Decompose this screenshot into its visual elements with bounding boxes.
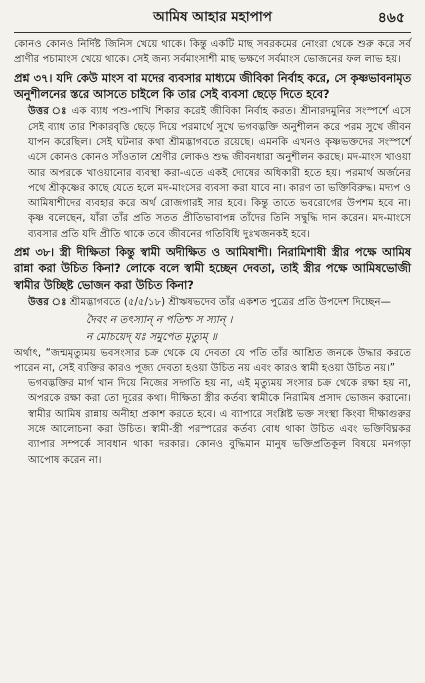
verse-translation: অর্থাৎ, “জন্মমৃত্যুময় ভবসংসার চক্র থেকে যে দেবতা যে পতি তাঁর আশ্রিত জনকে উদ্ধার করতে পারেন না, সেই ব্যক্তির কারও পূজ্য দেবতা হওয়া উচিত নয় এবং কারও স্বামী হওয়া উচিত নয়।” <box>14 347 411 374</box>
answer-37-text: এক ব্যাধ পশু-পাখি শিকার করেই জীবিকা নির্বাহ করত। শ্রীনারদমুনির সংস্পর্শে এসে সেই ব্যাধ তার শিকারবৃত্তি ছেড়ে দিয়ে পরমার্থে সুখে ভগবদ্ভক্তি অনুশীলন করে পরম সুখে জীবন যাপন করেছিল। সেই ঘটনার কথা শ্রীমদ্ভাগবতে রয়েছে। এমনকি এখনও কৃষ্ণভক্তদের সংস্পর্শে এসে কোনও কোনও সাঁওতাল শ্রেণীর লোকও শুদ্ধ জীবনধারা অনুশীলন করছে। মদ-মাংস খাওয়া আর অপরকে খাওয়ানোর ব্যবস্থা করা-এতে একই দোষের অধিকারী হতে হয়। পরমার্থ অর্জনের পথে শ্রীকৃষ্ণের কাছে যেতে হলে মদ-মাংসের ব্যবসা করা যাবে না। কারণ তা ভক্তিবিরুদ্ধ। মদ্যপ ও আমিষাশীদের ব্যবহার করে অর্থ রোজগারই সার হবে। কিন্তু তাতে ভবরোগের উপশম হবে না। কৃষ্ণ বলেছেন, যাঁরা তাঁর প্রতি সতত প্রীতিভাবাপন্ন তাঁদের তিনি সদ্বুদ্ধি দান করেন। মদ-মাংসে ব্যবসার প্রতি যদি প্রীতি থাকে তবে জীবনের গতিবিধি দুঃখজনকই হবে। <box>28 106 411 240</box>
answer-37 <box>14 104 411 242</box>
question-37: প্রশ্ন ৩৭। যদি কেউ মাংস বা মদের ব্যবসার মাধ্যমে জীবিকা নির্বাহ করে, সে কৃষ্ণভাবনামৃত অনুশীলনের স্তরে আসতে চাইলে কি তার সেই ব্যবসা ছেড়ে দিতে হবে? <box>14 71 411 101</box>
sanskrit-verse-line-1: দৈবং ন তৎস্যান্ ন পতিশ্চ স স্যান্ । <box>86 313 233 326</box>
answer-38 <box>14 295 411 310</box>
answer-38-text: শ্রীমদ্ভাগবতে (৫/৫/১৮) শ্রীঋষভদেব তাঁর একশত পুত্রের প্রতি উপদেশ দিচ্ছেন— <box>69 297 391 309</box>
answer-37-label: উত্তর ঃ <box>28 106 68 118</box>
sanskrit-verse-line-2: ন মোচয়েদ্ যঃ সমুপেত মৃত্যুম্ ॥ <box>86 330 217 343</box>
answer-38-label: উত্তর ঃ <box>28 297 67 309</box>
intro-paragraph: কোনও কোনও নির্দিষ্ট জিনিস খেয়ে থাকে। কিন্তু একটি মাছ সবরকমের নোংরা থেকে শুরু করে সর্ব প্রাণীর পচামাংস খেয়ে থাকে। সেই জন্য সর্বমাংসাশী মাছ ভক্ষণে সর্বমাংস ভোজনের ফল লাভ হয়। <box>14 39 411 66</box>
page-header <box>14 6 411 33</box>
page-number: ৪৬৫ <box>377 10 405 26</box>
question-38: প্রশ্ন ৩৮। স্ত্রী দীক্ষিতা কিন্তু স্বামী অদীক্ষিত ও আমিষাশী। নিরামিশাষী স্ত্রীর পক্ষে আমিষ রান্না করা উচিত কিনা? লোকে বলে স্বামী হচ্ছেন দেবতা, তাই স্ত্রীর পক্ষে আমিষভোজী স্বামীর উচ্ছিষ্ট ভোজন করা উচিত কিনা? <box>14 246 411 292</box>
running-title: আমিষ আহার মহাপাপ <box>153 9 272 25</box>
closing-paragraph: ভগবদ্ভক্তির মার্গ খান দিয়ে নিজের সদ্গতি হয় না, এই মৃত্যুময় সংসার চক্র থেকে রক্ষা হয় না, অপরকে রক্ষা করা তো দূরের কথা। দীক্ষিতা স্ত্রীর কর্তব্য স্বামীকে নিরামিষ প্রসাদ ভোজন করানো। স্বামীর আমিষ রান্নায় অনীহা প্রকাশ করতে হবে। এ ব্যাপারে সংশ্লিষ্ট ভক্ত সংস্থা কিংবা দীক্ষাগুরুর সঙ্গে আলোচনা করা উচিত। স্বামী-স্ত্রী পরস্পরের কর্তব্য বোধ থাকা উচিত এবং ভক্তিবিঘ্নকর ব্যাপার সম্পর্কে সাবধান থাকা দরকার। কোনও বুদ্ধিমান মানুষ ভক্তিপ্রতিকূল বিষয়ে মনগড়া আপোষ করেন না। <box>28 378 411 466</box>
